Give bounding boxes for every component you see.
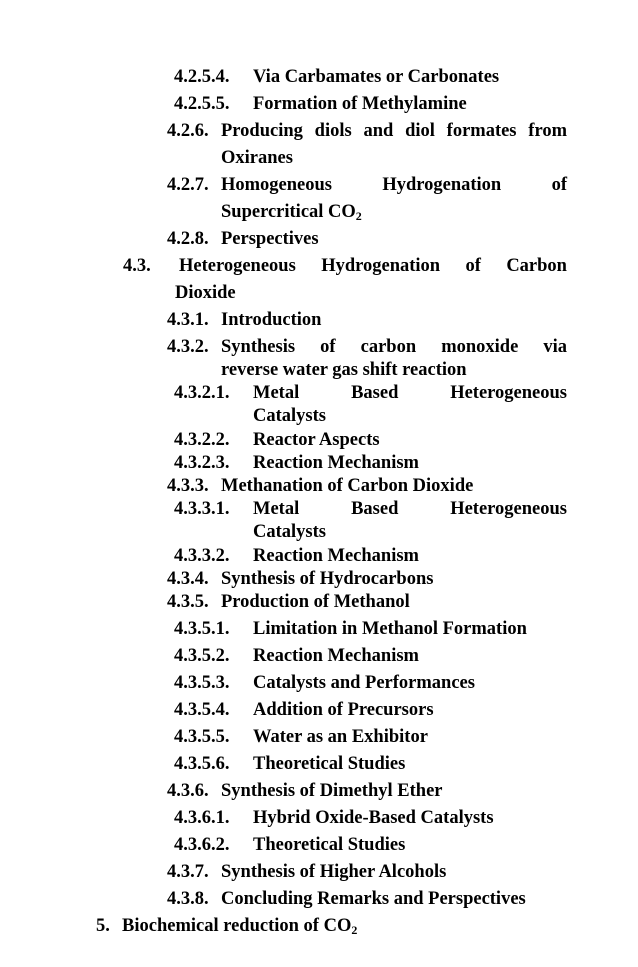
- toc-entry-title: Water as an Exhibitor: [253, 727, 428, 747]
- continuation-text: Supercritical CO: [221, 202, 356, 222]
- title-word: of: [465, 256, 481, 276]
- toc-entry-title: Concluding Remarks and Perspectives: [221, 889, 526, 909]
- toc-number: 4.3.3.2.: [174, 546, 230, 566]
- title-word: Homogeneous: [221, 175, 332, 195]
- title-word: carbon: [360, 337, 417, 357]
- title-word: Based: [351, 499, 399, 519]
- title-word: Based: [351, 383, 399, 403]
- toc-number: 4.3.2.1.: [174, 383, 230, 403]
- toc-number: 4.3.5.2.: [174, 646, 230, 666]
- toc-number: 4.3.5.5.: [174, 727, 230, 747]
- toc-entry-title: Synthesis of Hydrocarbons: [221, 569, 434, 589]
- subscript: 2: [351, 923, 358, 937]
- title-text: Biochemical reduction of CO: [122, 916, 352, 936]
- toc-entry-title: Theoretical Studies: [253, 835, 406, 855]
- title-word: Metal: [253, 383, 300, 403]
- toc-entry-title: Reactor Aspects: [253, 430, 380, 450]
- toc-entry-title: Addition of Precursors: [253, 700, 434, 720]
- toc-number: 4.2.7.: [167, 175, 209, 195]
- toc-number: 4.2.5.5.: [174, 94, 230, 114]
- title-word: Carbon: [506, 256, 567, 276]
- toc-number: 4.2.6.: [167, 121, 209, 141]
- toc-entry-title: Synthesis of Dimethyl Ether: [221, 781, 443, 801]
- subscript: 2: [355, 209, 362, 223]
- toc-entry-continuation: reverse water gas shift reaction: [221, 360, 467, 380]
- toc-number: 4.3.6.1.: [174, 808, 230, 828]
- toc-entry-title: [221, 338, 567, 357]
- toc-number: 4.3.3.1.: [174, 499, 230, 519]
- toc-entry-continuation: Dioxide: [175, 283, 236, 303]
- toc-number: 4.3.4.: [167, 569, 209, 589]
- toc-entry-title: [221, 176, 567, 195]
- toc-number: 4.3.8.: [167, 889, 209, 909]
- toc-number: 4.3.: [123, 256, 151, 276]
- title-word: Heterogeneous: [179, 256, 296, 276]
- toc-entry-continuation: [221, 203, 362, 222]
- toc-entry-title: [253, 384, 567, 403]
- toc-number: 4.3.5.4.: [174, 700, 230, 720]
- toc-entry-title: Via Carbamates or Carbonates: [253, 67, 500, 87]
- toc-entry-title: Production of Methanol: [221, 592, 410, 612]
- toc-number: 4.3.7.: [167, 862, 209, 882]
- toc-number: 4.3.2.: [167, 337, 209, 357]
- toc-entry-title: [179, 257, 567, 276]
- toc-entry-title: Catalysts and Performances: [253, 673, 475, 693]
- toc-entry-title: [221, 122, 567, 141]
- toc-number: 4.3.2.3.: [174, 453, 230, 473]
- title-word: monoxide: [441, 337, 519, 357]
- toc-entry-title: Hybrid Oxide-Based Catalysts: [253, 808, 494, 828]
- title-word: of: [551, 175, 567, 195]
- title-word: Heterogeneous: [450, 499, 567, 519]
- title-word: Metal: [253, 499, 300, 519]
- toc-number: 4.3.3.: [167, 476, 209, 496]
- title-word: from: [528, 121, 567, 141]
- toc-number: 4.3.5.: [167, 592, 209, 612]
- toc-entry-title: Methanation of Carbon Dioxide: [221, 476, 474, 496]
- toc-entry-continuation: Oxiranes: [221, 148, 293, 168]
- toc-number: 4.3.2.2.: [174, 430, 230, 450]
- title-word: Heterogeneous: [450, 383, 567, 403]
- toc-entry-title: Limitation in Methanol Formation: [253, 619, 527, 639]
- title-word: formates: [446, 121, 517, 141]
- toc-entry-title: Formation of Methylamine: [253, 94, 467, 114]
- title-word: Hydrogenation: [382, 175, 502, 195]
- toc-number: 5.: [96, 916, 110, 936]
- toc-entry-continuation: Catalysts: [253, 522, 326, 542]
- title-word: and: [363, 121, 394, 141]
- toc-number: 4.3.6.: [167, 781, 209, 801]
- toc-entry-title: Theoretical Studies: [253, 754, 406, 774]
- title-word: via: [543, 337, 567, 357]
- toc-entry-title: Perspectives: [221, 229, 319, 249]
- toc-number: 4.2.8.: [167, 229, 209, 249]
- toc-entry-title: Reaction Mechanism: [253, 453, 419, 473]
- toc-number: 4.3.1.: [167, 310, 209, 330]
- title-word: Hydrogenation: [321, 256, 441, 276]
- toc-entry-title: Synthesis of Higher Alcohols: [221, 862, 447, 882]
- toc-number: 4.2.5.4.: [174, 67, 230, 87]
- title-word: Producing: [221, 121, 303, 141]
- toc-entry-title: Reaction Mechanism: [253, 646, 419, 666]
- toc-entry-title: Reaction Mechanism: [253, 546, 419, 566]
- title-word: diols: [314, 121, 352, 141]
- toc-entry-title: [253, 500, 567, 519]
- toc-number: 4.3.5.1.: [174, 619, 230, 639]
- title-word: of: [320, 337, 336, 357]
- toc-entry-title: [122, 917, 357, 936]
- toc-number: 4.3.6.2.: [174, 835, 230, 855]
- title-word: Synthesis: [221, 337, 296, 357]
- toc-entry-title: Introduction: [221, 310, 322, 330]
- title-word: diol: [405, 121, 435, 141]
- toc-entry-continuation: Catalysts: [253, 406, 326, 426]
- toc-number: 4.3.5.3.: [174, 673, 230, 693]
- toc-number: 4.3.5.6.: [174, 754, 230, 774]
